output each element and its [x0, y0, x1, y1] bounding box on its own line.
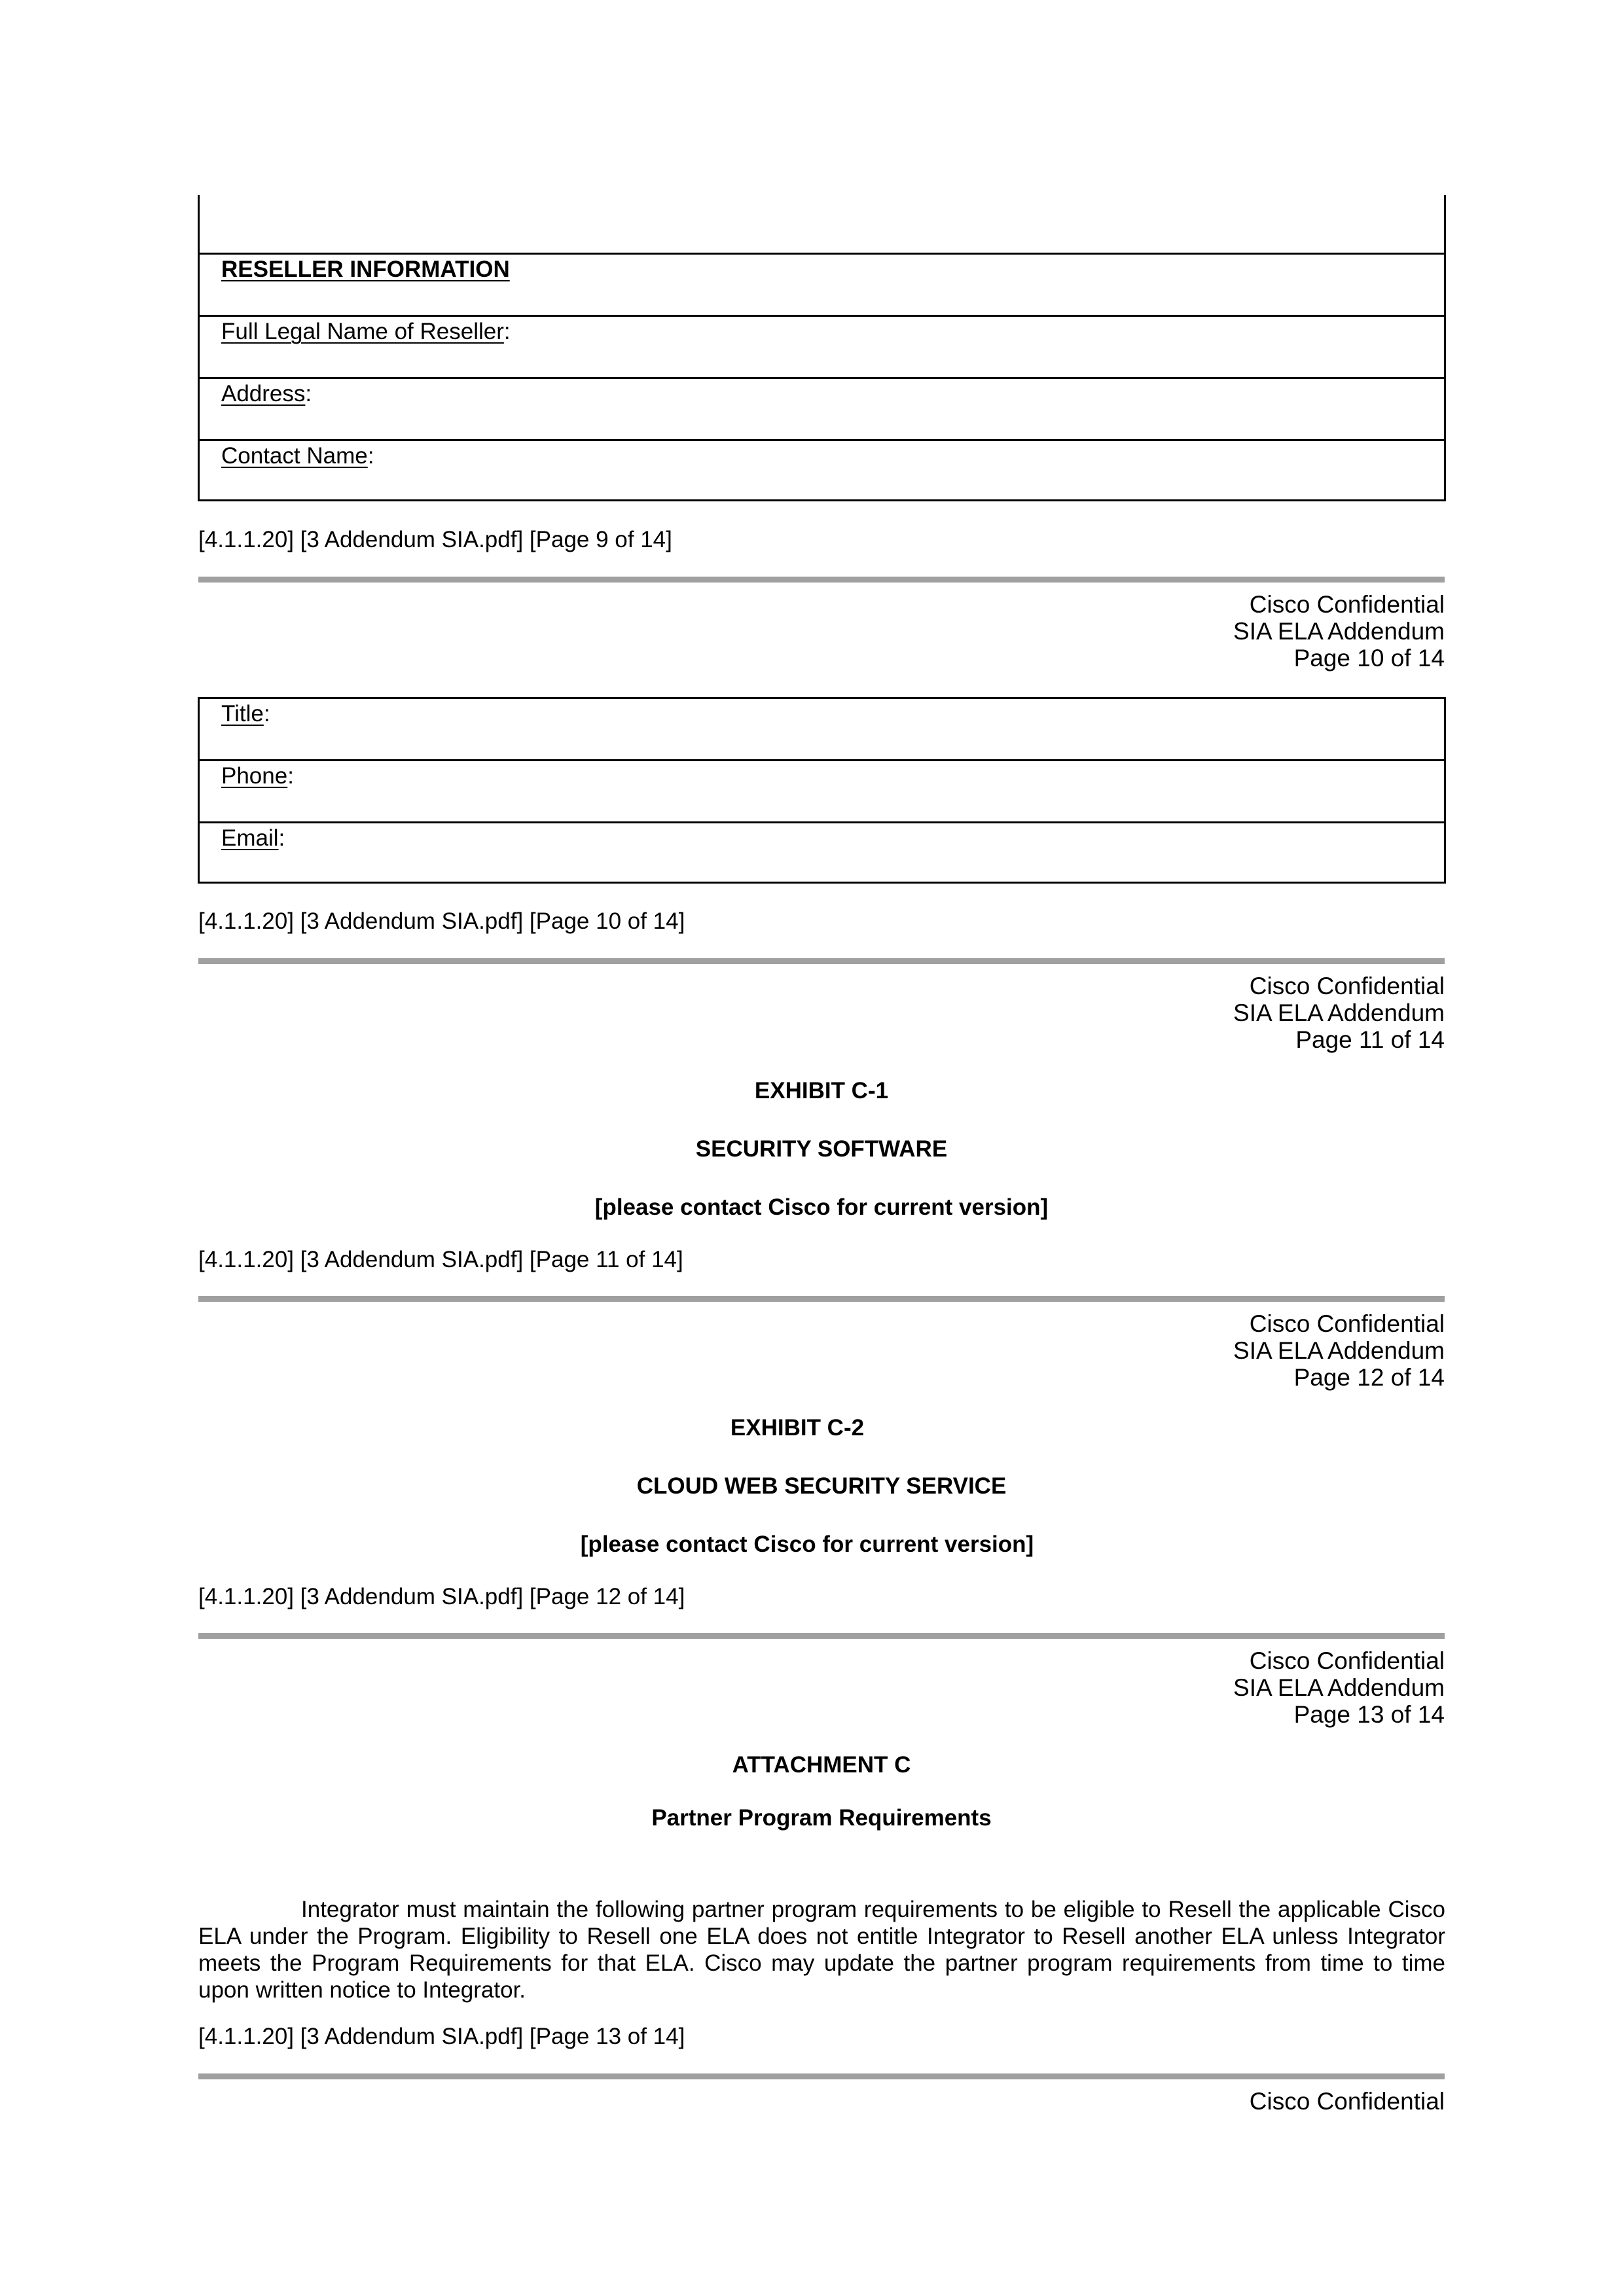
table-row-title: [200, 699, 1444, 759]
reseller-info-heading: RESELLER INFORMATION: [221, 257, 510, 282]
header-page-number: Page 11 of 14: [1295, 1026, 1445, 1053]
header-page-number: Page 13 of 14: [1293, 1701, 1445, 1728]
exhibit-c1-title: EXHIBIT C-1: [754, 1078, 889, 1103]
contact-name-label: Contact Name: [221, 443, 368, 469]
header-confidential: Cisco Confidential: [1249, 1310, 1445, 1337]
header-confidential: Cisco Confidential: [1249, 973, 1445, 999]
header-doc-title: SIA ELA Addendum: [1233, 999, 1445, 1026]
table-row-continuation: [200, 195, 1444, 253]
table-row-contact-name: [200, 439, 1444, 501]
table-row-reseller-heading: [200, 253, 1444, 315]
phone-label: Phone: [221, 763, 288, 789]
header-doc-title: SIA ELA Addendum: [1233, 1674, 1445, 1701]
reseller-info-table: [198, 195, 1446, 501]
contact-info-table: [198, 697, 1446, 884]
page-separator: [198, 958, 1445, 964]
exhibit-c1-note: [please contact Cisco for current version]: [594, 1194, 1049, 1220]
label-colon: :: [367, 443, 374, 469]
attachment-c-subtitle: Partner Program Requirements: [651, 1805, 992, 1831]
page-footer-p9: [4.1.1.20] [3 Addendum SIA.pdf] [Page 9 of 14]: [198, 527, 672, 552]
page-footer-p13: [4.1.1.20] [3 Addendum SIA.pdf] [Page 13 of 14]: [198, 2024, 685, 2049]
table-row-email: [200, 821, 1444, 884]
header-doc-title: SIA ELA Addendum: [1233, 1337, 1445, 1364]
header-page-number: Page 12 of 14: [1293, 1364, 1445, 1391]
label-colon: :: [305, 381, 312, 406]
page-separator: [198, 577, 1445, 583]
exhibit-c2-note: [please contact Cisco for current version]: [580, 1532, 1034, 1557]
page-separator: [198, 2073, 1445, 2079]
legal-name-label: Full Legal Name of Reseller: [221, 319, 504, 344]
header-confidential: Cisco Confidential: [1249, 2088, 1445, 2115]
header-doc-title: SIA ELA Addendum: [1233, 618, 1445, 645]
table-row-phone: [200, 759, 1444, 821]
label-colon: :: [263, 701, 270, 726]
legal-name-field: [221, 318, 511, 345]
partner-requirements-text: Integrator must maintain the following partner program requirements to be eligible to Resell the applicable Cisco ELA under the Program. Eligibility to Resell one ELA does not entitle Integrator to Resell another ELA unless Integrator meets the Program Requirements for that ELA. Cisco may update the partner program requirements from time to time upon written notice to Integrator.: [198, 1897, 1445, 2003]
page-footer-p12: [4.1.1.20] [3 Addendum SIA.pdf] [Page 12 of 14]: [198, 1584, 685, 1609]
attachment-c-title: ATTACHMENT C: [732, 1752, 911, 1778]
address-label: Address: [221, 381, 306, 406]
phone-field: [221, 762, 294, 789]
email-label: Email: [221, 825, 279, 851]
table-row-legal-name: [200, 315, 1444, 377]
title-field: [221, 700, 270, 727]
table-row-address: [200, 377, 1444, 439]
label-colon: :: [287, 763, 294, 789]
title-label: Title: [221, 701, 264, 726]
exhibit-c1-subtitle: SECURITY SOFTWARE: [695, 1136, 948, 1162]
label-colon: :: [278, 825, 285, 851]
label-colon: :: [503, 319, 511, 344]
page-footer-p10: [4.1.1.20] [3 Addendum SIA.pdf] [Page 10 of 14]: [198, 908, 685, 934]
header-confidential: Cisco Confidential: [1249, 1647, 1445, 1674]
partner-requirements-paragraph: [198, 1896, 1445, 2003]
header-confidential: Cisco Confidential: [1249, 591, 1445, 618]
page-footer-p11: [4.1.1.20] [3 Addendum SIA.pdf] [Page 11 of 14]: [198, 1247, 683, 1272]
address-field: [221, 380, 312, 407]
contact-name-field: [221, 442, 374, 469]
page-separator: [198, 1296, 1445, 1302]
exhibit-c2-subtitle: CLOUD WEB SECURITY SERVICE: [636, 1473, 1007, 1499]
email-field: [221, 825, 285, 852]
header-page-number: Page 10 of 14: [1293, 645, 1445, 672]
page-separator: [198, 1633, 1445, 1639]
exhibit-c2-title: EXHIBIT C-2: [730, 1415, 865, 1441]
